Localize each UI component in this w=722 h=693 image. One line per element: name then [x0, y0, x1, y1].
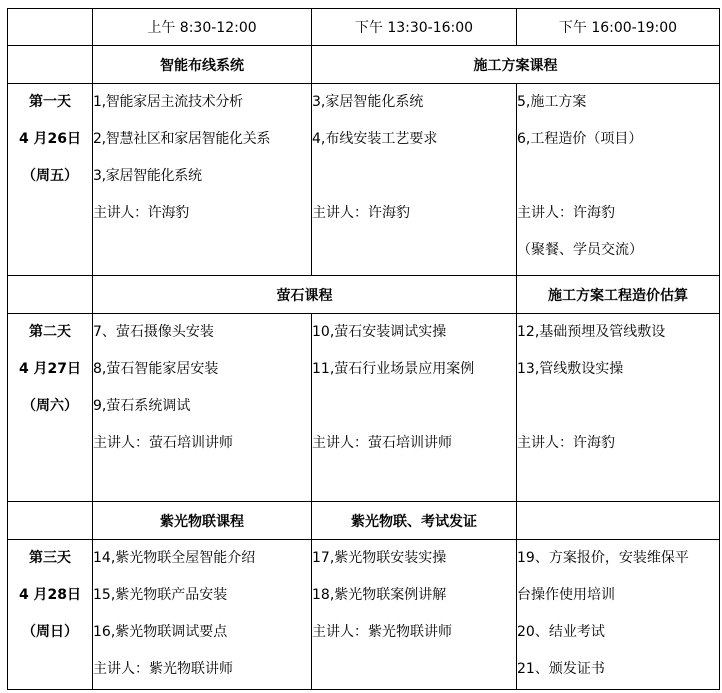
day2-section-row [8, 276, 720, 314]
day1-section-afternoon: 施工方案课程 [312, 46, 720, 84]
list-item: 15,紫光物联产品安装 [93, 587, 228, 603]
morning-session-header: 上午 8:30-12:00 [93, 9, 312, 46]
day3-morning-cell [93, 540, 312, 690]
day1-evening-cell [517, 84, 720, 276]
day2-afternoon-cell [312, 314, 517, 502]
list-item: 13,管线敷设实操 [517, 361, 624, 377]
header-row [8, 9, 720, 46]
list-item: 12,基础预埋及管线敷设 [517, 324, 666, 340]
afternoon-session-header: 下午 13:30-16:00 [312, 9, 517, 46]
day1-afternoon-cell [312, 84, 517, 276]
list-item: 18,紫光物联案例讲解 [312, 587, 447, 603]
day-date: 4 月27日 [18, 361, 82, 377]
list-item: 19、方案报价，安装维保平 [517, 550, 689, 566]
day2-section-morning: 萤石课程 [93, 276, 517, 314]
day3-section-row [8, 502, 720, 540]
day2-section-evening: 施工方案工程造价估算 [517, 276, 720, 314]
day3-evening-cell [517, 540, 720, 690]
list-item [312, 158, 516, 195]
day1-label-cell [8, 84, 93, 276]
list-item: 2,智慧社区和家居智能化关系 [93, 131, 271, 147]
day3-section-blank [8, 502, 93, 540]
list-item: 17,紫光物联安装实操 [312, 550, 447, 566]
day2-content-row [8, 314, 720, 502]
training-schedule-table [7, 8, 720, 690]
list-item: 20、结业考试 [517, 624, 605, 640]
day-weekday: （周五） [22, 168, 78, 184]
list-item [312, 388, 516, 425]
list-item: 6,工程造价（项目） [517, 131, 643, 147]
day-date: 4 月28日 [18, 587, 82, 603]
day3-section-morning: 紫光物联课程 [93, 502, 312, 540]
list-item: 16,紫光物联调试要点 [93, 624, 228, 640]
day2-section-blank [8, 276, 93, 314]
list-item [517, 158, 719, 195]
lecturer: 主讲人：萤石培训讲师 [312, 435, 452, 451]
list-item: 3,家居智能化系统 [93, 168, 202, 184]
day1-section-row [8, 46, 720, 84]
day-number: 第二天 [29, 324, 71, 340]
list-item: 5,施工方案 [517, 94, 587, 110]
day3-section-afternoon: 紫光物联、考试发证 [312, 502, 517, 540]
day3-afternoon-cell [312, 540, 517, 690]
list-item: 8,萤石智能家居安装 [93, 361, 219, 377]
list-item: 10,萤石安装调试实操 [312, 324, 447, 340]
day-weekday: （周六） [22, 398, 78, 414]
day-weekday: （周日） [22, 624, 78, 640]
day3-label-cell [8, 540, 93, 690]
day3-content-row [8, 540, 720, 690]
evening-session-header: 下午 16:00-19:00 [517, 9, 720, 46]
day3-section-evening [517, 502, 720, 540]
day2-label-cell [8, 314, 93, 502]
day-number: 第一天 [29, 94, 71, 110]
lecturer: 主讲人：紫光物联讲师 [93, 661, 233, 677]
list-item: 7、萤石摄像头安装 [93, 324, 214, 340]
day-number: 第三天 [29, 550, 71, 566]
day1-section-blank [8, 46, 93, 84]
lecturer: 主讲人：许海豹 [517, 205, 615, 221]
list-item: 9,萤石系统调试 [93, 398, 191, 414]
list-item: 21、颁发证书 [517, 661, 605, 677]
list-item [312, 651, 516, 688]
lecturer: 主讲人：许海豹 [93, 205, 189, 221]
list-item: 3,家居智能化系统 [312, 94, 424, 110]
list-item: 11,萤石行业场景应用案例 [312, 361, 475, 377]
day-date: 4 月26日 [18, 131, 82, 147]
lecturer: 主讲人：许海豹 [312, 205, 410, 221]
list-item: 14,紫光物联全屋智能介绍 [93, 550, 256, 566]
lecturer: 主讲人：紫光物联讲师 [312, 624, 452, 640]
list-item [517, 388, 719, 425]
corner-cell [8, 9, 93, 46]
day1-morning-cell [93, 84, 312, 276]
day1-section-morning: 智能布线系统 [93, 46, 312, 84]
list-item: 1,智能家居主流技术分析 [93, 94, 243, 110]
day1-content-row [8, 84, 720, 276]
day2-morning-cell [93, 314, 312, 502]
day2-evening-cell [517, 314, 720, 502]
list-item: （聚餐、学员交流） [517, 242, 643, 258]
list-item: 4,布线安装工艺要求 [312, 131, 438, 147]
lecturer: 主讲人：萤石培训讲师 [93, 435, 233, 451]
lecturer: 主讲人：许海豹 [517, 435, 615, 451]
list-item: 台操作使用培训 [517, 587, 615, 603]
